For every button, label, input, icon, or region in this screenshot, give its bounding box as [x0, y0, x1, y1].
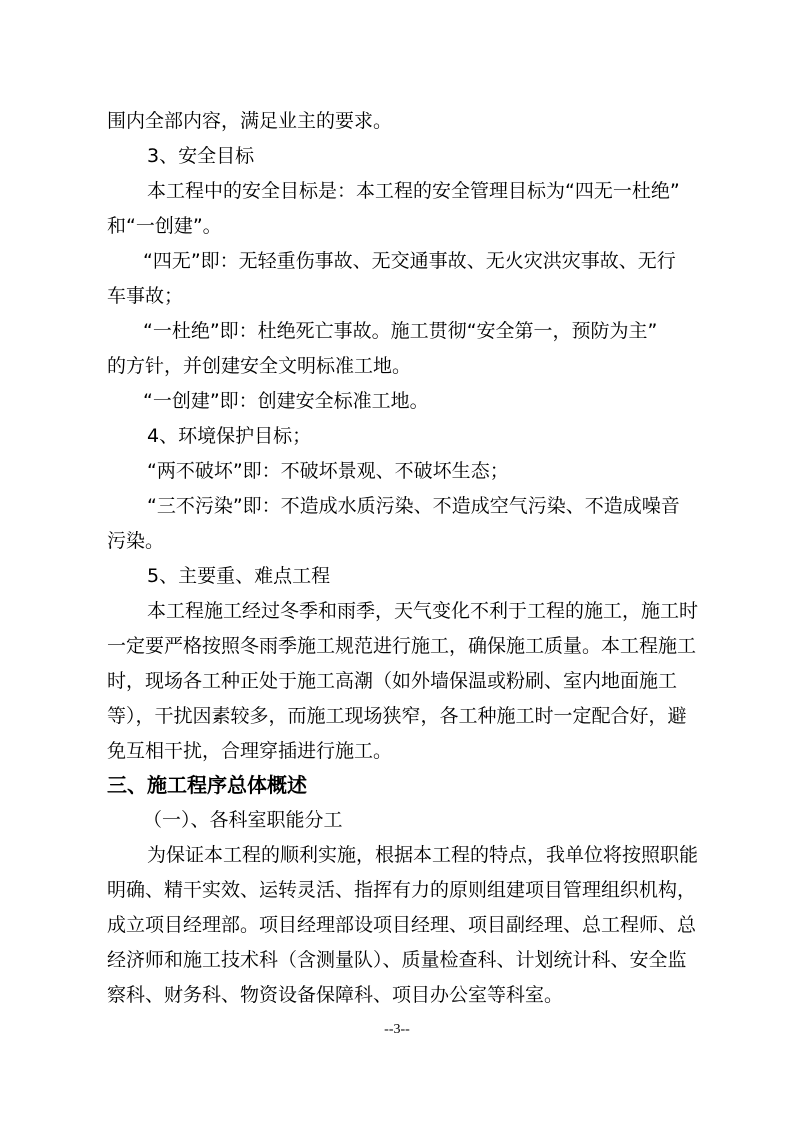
- page-number: --3--: [384, 1022, 410, 1037]
- paragraph-four-no: [107, 244, 722, 314]
- subheading-safety-goal: [147, 139, 762, 174]
- paragraph-key-difficult-works: [107, 594, 722, 769]
- text-line: 一定要严格按照冬雨季施工规范进行施工，确保施工质量。本工程施工: [107, 635, 697, 657]
- text-line: 察科、财务科、物资设备保障科、项目办公室等科室。: [107, 984, 564, 1006]
- text-line: 4、环境保护目标；: [147, 425, 312, 447]
- text-line: 和“一创建”。: [107, 215, 222, 237]
- text-line: 的方针，并创建安全文明标准工地。: [107, 355, 412, 377]
- text-line: 污染。: [107, 530, 165, 552]
- text-line: 等），干扰因素较多，而施工现场狭窄，各工种施工时一定配合好，避: [107, 705, 687, 727]
- text-line: 5、主要重、难点工程: [147, 565, 331, 587]
- text-line: 成立项目经理部。项目经理部设项目经理、项目副经理、总工程师、总: [107, 914, 697, 936]
- text-line: 时，现场各工种正处于施工高潮（如外墙保温或粉刷、室内地面施工: [107, 670, 678, 692]
- text-line: 明确、精干实效、运转灵活、指挥有力的原则组建项目管理组织机构，: [107, 879, 697, 901]
- text-line: “三不污染”即：不造成水质污染、不造成空气污染、不造成噪音: [147, 495, 680, 517]
- paragraph-scope-continuation: [107, 104, 722, 139]
- text-line: 本工程施工经过冬季和雨季，天气变化不利于工程的施工，施工时: [147, 600, 699, 622]
- text-line: 3、安全目标: [147, 145, 255, 167]
- text-line: 围内全部内容，满足业主的要求。: [107, 110, 393, 132]
- paragraph-one-create: [143, 384, 758, 419]
- subheading-environment-goal: [147, 419, 762, 454]
- heading-text: 三、施工程序总体概述: [107, 773, 307, 797]
- text-line: 经济师和施工技术科（含测量队）、质量检查科、计划统计科、安全监: [107, 949, 687, 971]
- section-heading-construction-procedure: [107, 768, 307, 803]
- text-line: 免互相干扰，合理穿插进行施工。: [107, 740, 393, 762]
- text-line: （一）、各科室职能分工: [143, 809, 343, 831]
- text-line: 车事故；: [107, 285, 184, 307]
- paragraph-three-no-pollution: [107, 489, 722, 559]
- text-line: “两不破坏”即：不破坏景观、不破坏生态；: [147, 460, 509, 482]
- text-line: “一杜绝”即：杜绝死亡事故。施工贯彻“安全第一，预防为主”: [143, 320, 658, 342]
- subheading-key-difficult-works: [147, 559, 762, 594]
- paragraph-two-no-damage: [147, 454, 762, 489]
- paragraph-department-functions: [107, 838, 722, 1013]
- text-line: 为保证本工程的顺利实施，根据本工程的特点，我单位将按照职能: [147, 844, 699, 866]
- text-line: “一创建”即：创建安全标准工地。: [143, 390, 429, 412]
- paragraph-safety-goal: [107, 174, 722, 244]
- text-line: 本工程中的安全目标是：本工程的安全管理目标为“四无一杜绝”: [147, 180, 680, 202]
- text-line: “四无”即：无轻重伤事故、无交通事故、无火灾洪灾事故、无行: [143, 250, 676, 272]
- subheading-department-functions: [143, 803, 758, 838]
- paragraph-one-eliminate: [107, 314, 722, 384]
